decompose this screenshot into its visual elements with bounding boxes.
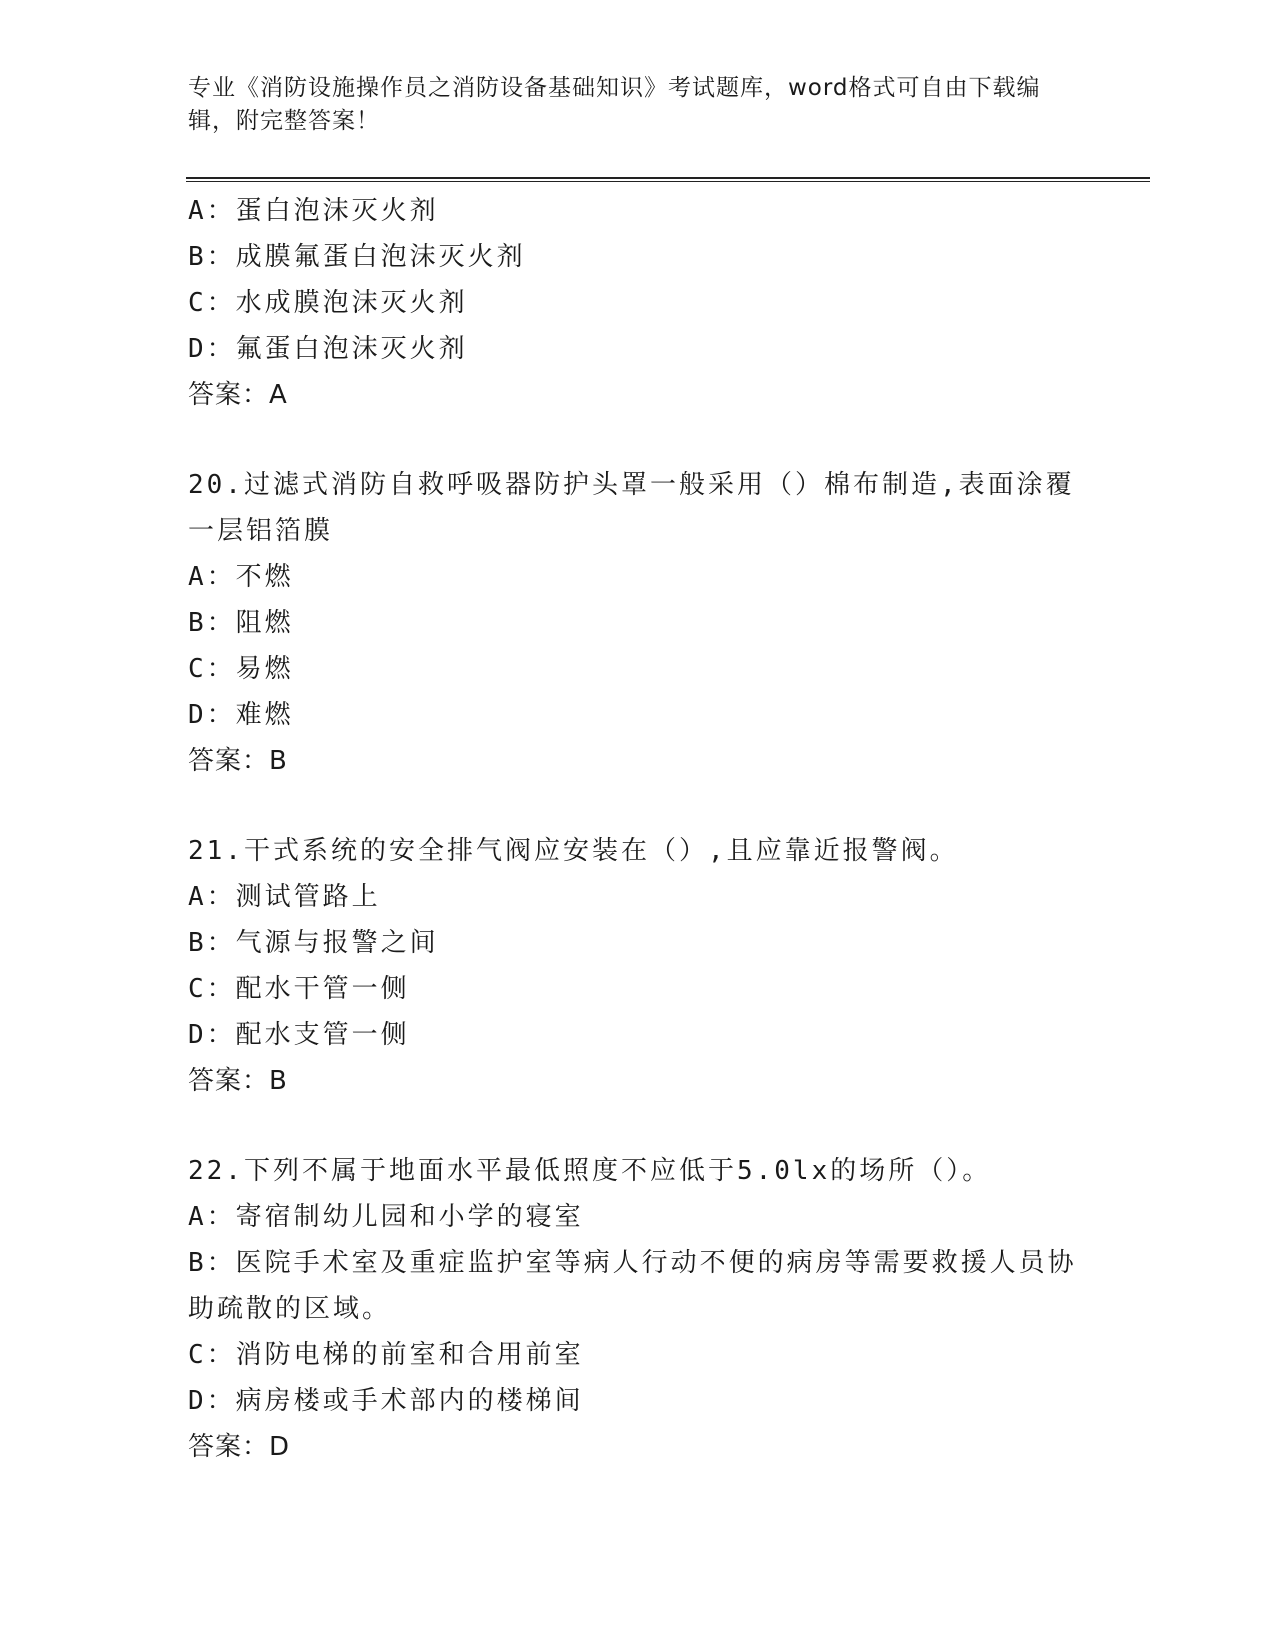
option-b: B：医院手术室及重症监护室等病人行动不便的病房等需要救援人员协助疏散的区域。 — [188, 1248, 1077, 1324]
question-stem: 20.过滤式消防自救呼吸器防护头罩一般采用（）棉布制造,表面涂覆一层铝箔膜 — [188, 470, 1075, 546]
option-c: C：消防电梯的前室和合用前室 — [188, 1340, 584, 1370]
option-c: C：易燃 — [188, 654, 294, 684]
question-20 — [188, 462, 1088, 784]
option-b: B：气源与报警之间 — [188, 928, 439, 958]
option-d: D：病房楼或手术部内的楼梯间 — [188, 1386, 584, 1416]
option-c: C：水成膜泡沫灭火剂 — [188, 288, 468, 318]
document-header: 专业《消防设施操作员之消防设备基础知识》考试题库，word格式可自由下载编辑，附完整答案！ — [188, 75, 1041, 134]
question-22 — [188, 1148, 1088, 1470]
option-d: D：氟蛋白泡沫灭火剂 — [188, 334, 468, 364]
question-list — [188, 188, 1088, 1470]
option-a: A：不燃 — [188, 562, 294, 592]
option-c: C：配水干管一侧 — [188, 974, 410, 1004]
option-b: B：成膜氟蛋白泡沫灭火剂 — [188, 242, 526, 272]
header-rule-thin — [186, 181, 1150, 182]
option-a: A：寄宿制幼儿园和小学的寝室 — [188, 1202, 584, 1232]
answer: 答案：A — [188, 380, 288, 410]
answer: 答案：D — [188, 1432, 291, 1462]
question-19 — [188, 188, 1088, 418]
header-rule-thick — [186, 177, 1150, 179]
answer: 答案：B — [188, 746, 288, 776]
answer: 答案：B — [188, 1066, 288, 1096]
option-d: D：配水支管一侧 — [188, 1020, 410, 1050]
option-a: A：测试管路上 — [188, 882, 381, 912]
option-b: B：阻燃 — [188, 608, 294, 638]
option-a: A：蛋白泡沫灭火剂 — [188, 196, 439, 226]
question-stem: 22.下列不属于地面水平最低照度不应低于5.0lx的场所（）。 — [188, 1156, 992, 1186]
question-21 — [188, 828, 1088, 1104]
question-stem: 21.干式系统的安全排气阀应安装在（）,且应靠近报警阀。 — [188, 836, 959, 866]
option-d: D：难燃 — [188, 700, 294, 730]
